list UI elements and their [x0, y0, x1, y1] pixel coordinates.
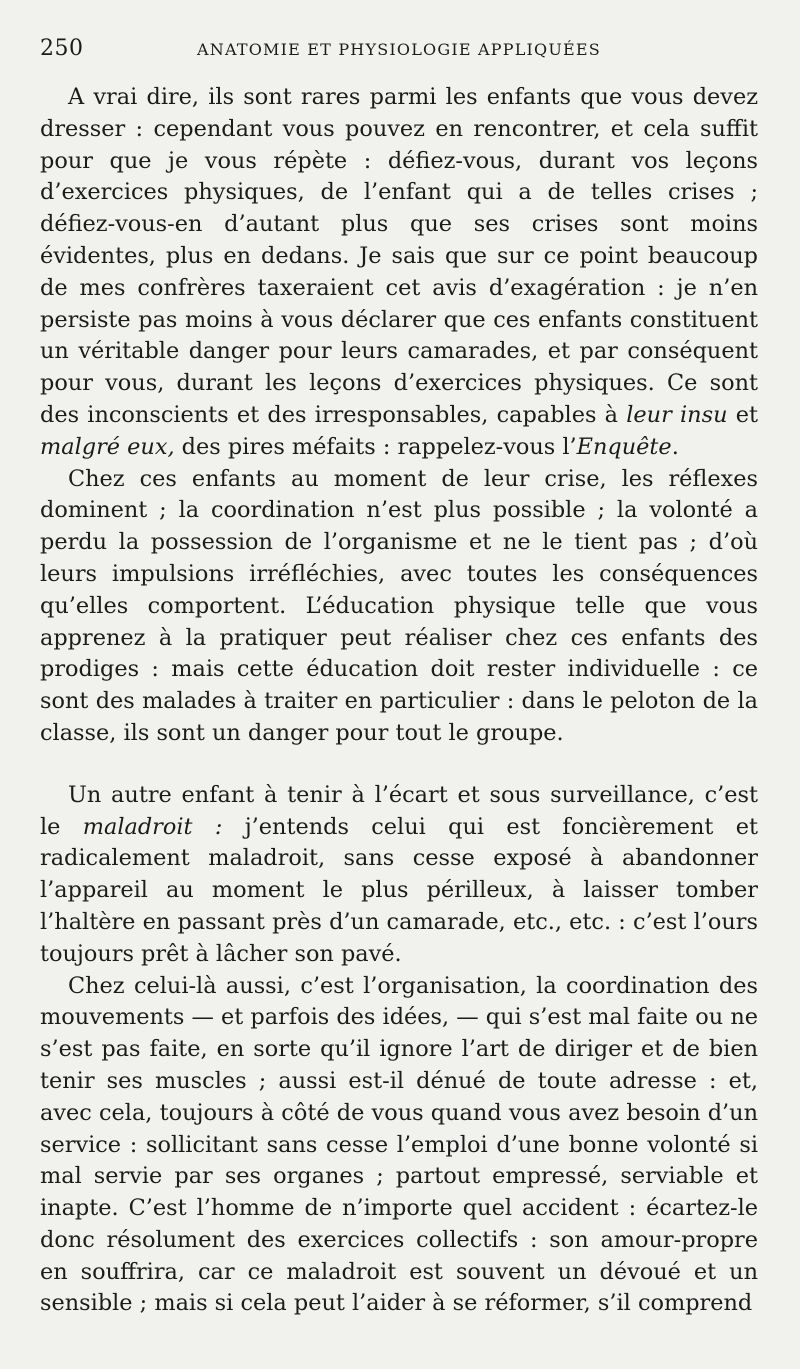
paragraph-4: Chez celui-là aussi, c’est l’organisation, la coordination des mouvements — et parfois des idées, — qui s’est mal faite ou ne s’est pas faite, en sorte qu’il ignore l’art de diriger et de bien tenir ses muscles ; aussi est-il dénué de toute adresse : et, avec cela, toujours à côté de vous quand vous avez besoin d’un service : sollicitant sans cesse l’emploi d’une bonne volonté si mal servie par ses organes ; partout empressé, serviable et inapte. C’est l’homme de n’importe quel accident : écartez-le donc résolument des exercices collectifs : son amour-propre en souffrira, car ce maladroit est souvent un dévoué et un sensible ; mais si cela peut l’aider à se réformer, s’il comprend — [40, 972, 758, 1317]
page-number: 250 — [40, 36, 84, 61]
page-body — [40, 82, 758, 1320]
paragraph-1-text-b: et — [727, 401, 758, 428]
paragraph-1-text-d: . — [671, 433, 679, 460]
italic-enquete: Enquête — [576, 433, 672, 460]
italic-malgre-eux: malgré eux, — [40, 433, 175, 460]
paragraph-3-text-b: j’entends celui qui est foncièrement et radicalement maladroit, sans cesse exposé à abandonner l’appareil au moment le plus périlleux, à laisser tomber l’haltère en passant près d’un camarade, etc., etc. : c’est l’ours toujours prêt à lâcher son pavé. — [40, 813, 759, 967]
paragraph-1-text-a: A vrai dire, ils sont rares parmi les enfants que vous devez dresser : cependant vous pouvez en rencontrer, et cela suffit pour que je vous répète : défiez-vous, durant vos leçons d’exercices physiques, de l’enfant qui a de telles crises ; défiez-vous-en d’autant plus que ses crises sont moins évidentes, plus en dedans. Je sais que sur ce point beaucoup de mes confrères taxeraient cet avis d’exagération : je n’en persiste pas moins à vous déclarer que ces enfants constituent un véritable danger pour leurs camarades, et par conséquent pour vous, durant les leçons d’exercices physiques. Ce sont des inconscients et des irresponsables, capables à — [40, 84, 758, 428]
page-header — [40, 28, 758, 62]
italic-maladroit: maladroit : — [82, 813, 223, 840]
paragraph-2: Chez ces enfants au moment de leur crise, les réflexes dominent ; la coordination n’est plus possible ; la volonté a perdu la possession de l’organisme et ne le tient pas ; d’où leurs impulsions irréfléchies, avec toutes les conséquences qu’elles comportent. L’éducation physique telle que vous apprenez à la pratiquer peut réaliser chez ces enfants des prodiges : mais cette éducation doit rester individuelle : ce sont des malades à traiter en particulier : dans le peloton de la classe, ils sont un danger pour tout le groupe. — [40, 465, 758, 746]
paragraph-1-text-c: des pires méfaits : rappelez-vous l’ — [174, 433, 577, 460]
running-title: ANATOMIE ET PHYSIOLOGIE APPLIQUÉES — [197, 40, 601, 59]
paragraph-3-text-a: Un autre enfant à tenir à l’écart et sous surveillance, c’est le — [40, 781, 758, 840]
paragraph-3 — [40, 780, 758, 971]
paragraph-1 — [40, 82, 758, 464]
italic-leur-insu: leur insu — [626, 401, 728, 428]
